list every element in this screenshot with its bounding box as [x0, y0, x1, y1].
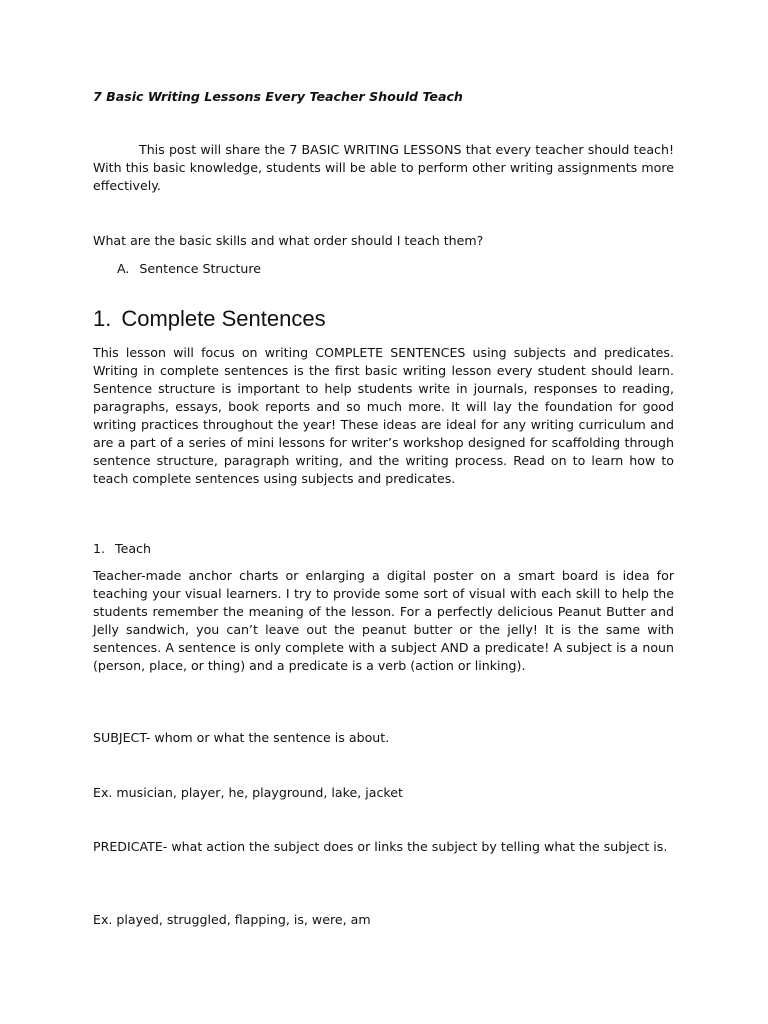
- lesson-paragraph: This lesson will focus on writing COMPLETE SENTENCES using subjects and predicates. Writing in complete sentences is the first basic writing lesson every student should learn. Sentence structure is important to help students write in journals, responses to reading, paragraphs, essays, book reports and so much more. It will lay the foundation for good writing practices throughout the year! These ideas are ideal for any writing curriculum and are a part of a series of mini lessons for writer’s workshop designed for scaffolding through sentence structure, paragraph writing, and the writing process. Read on to learn how to teach complete sentences using subjects and predicates.: [93, 345, 674, 486]
- document-title: 7 Basic Writing Lessons Every Teacher Should Teach: [93, 89, 463, 104]
- section-number: 1.: [93, 306, 112, 331]
- step-label: Teach: [115, 541, 151, 556]
- predicate-example: Ex. played, struggled, flapping, is, were, am: [93, 912, 371, 927]
- section-title: Complete Sentences: [121, 306, 326, 331]
- list-marker: A.: [117, 261, 130, 276]
- subject-definition: SUBJECT- whom or what the sentence is about.: [93, 730, 390, 745]
- question-text: What are the basic skills and what order should I teach them?: [93, 233, 484, 248]
- step-heading: [93, 540, 151, 558]
- predicate-definition: PREDICATE- what action the subject does or links the subject by telling what the subject is.: [93, 839, 668, 854]
- list-item-text: Sentence Structure: [139, 261, 262, 276]
- step-number: 1.: [93, 541, 106, 556]
- list-item-a: [117, 260, 261, 278]
- subject-example: Ex. musician, player, he, playground, lake, jacket: [93, 785, 403, 800]
- teach-paragraph: Teacher-made anchor charts or enlarging a digital poster on a smart board is idea for teaching your visual learners. I try to provide some sort of visual with each skill to help the students remember the meaning of the lesson. For a perfectly delicious Peanut Butter and Jelly sandwich, you can’t leave out the peanut butter or the jelly! It is the same with sentences. A sentence is only complete with a subject AND a predicate! A subject is a noun (person, place, or thing) and a predicate is a verb (action or linking).: [93, 568, 674, 673]
- section-heading: [93, 304, 326, 334]
- intro-paragraph: This post will share the 7 BASIC WRITING LESSONS that every teacher should teach! With this basic knowledge, students will be able to perform other writing assignments more effectively.: [93, 142, 674, 193]
